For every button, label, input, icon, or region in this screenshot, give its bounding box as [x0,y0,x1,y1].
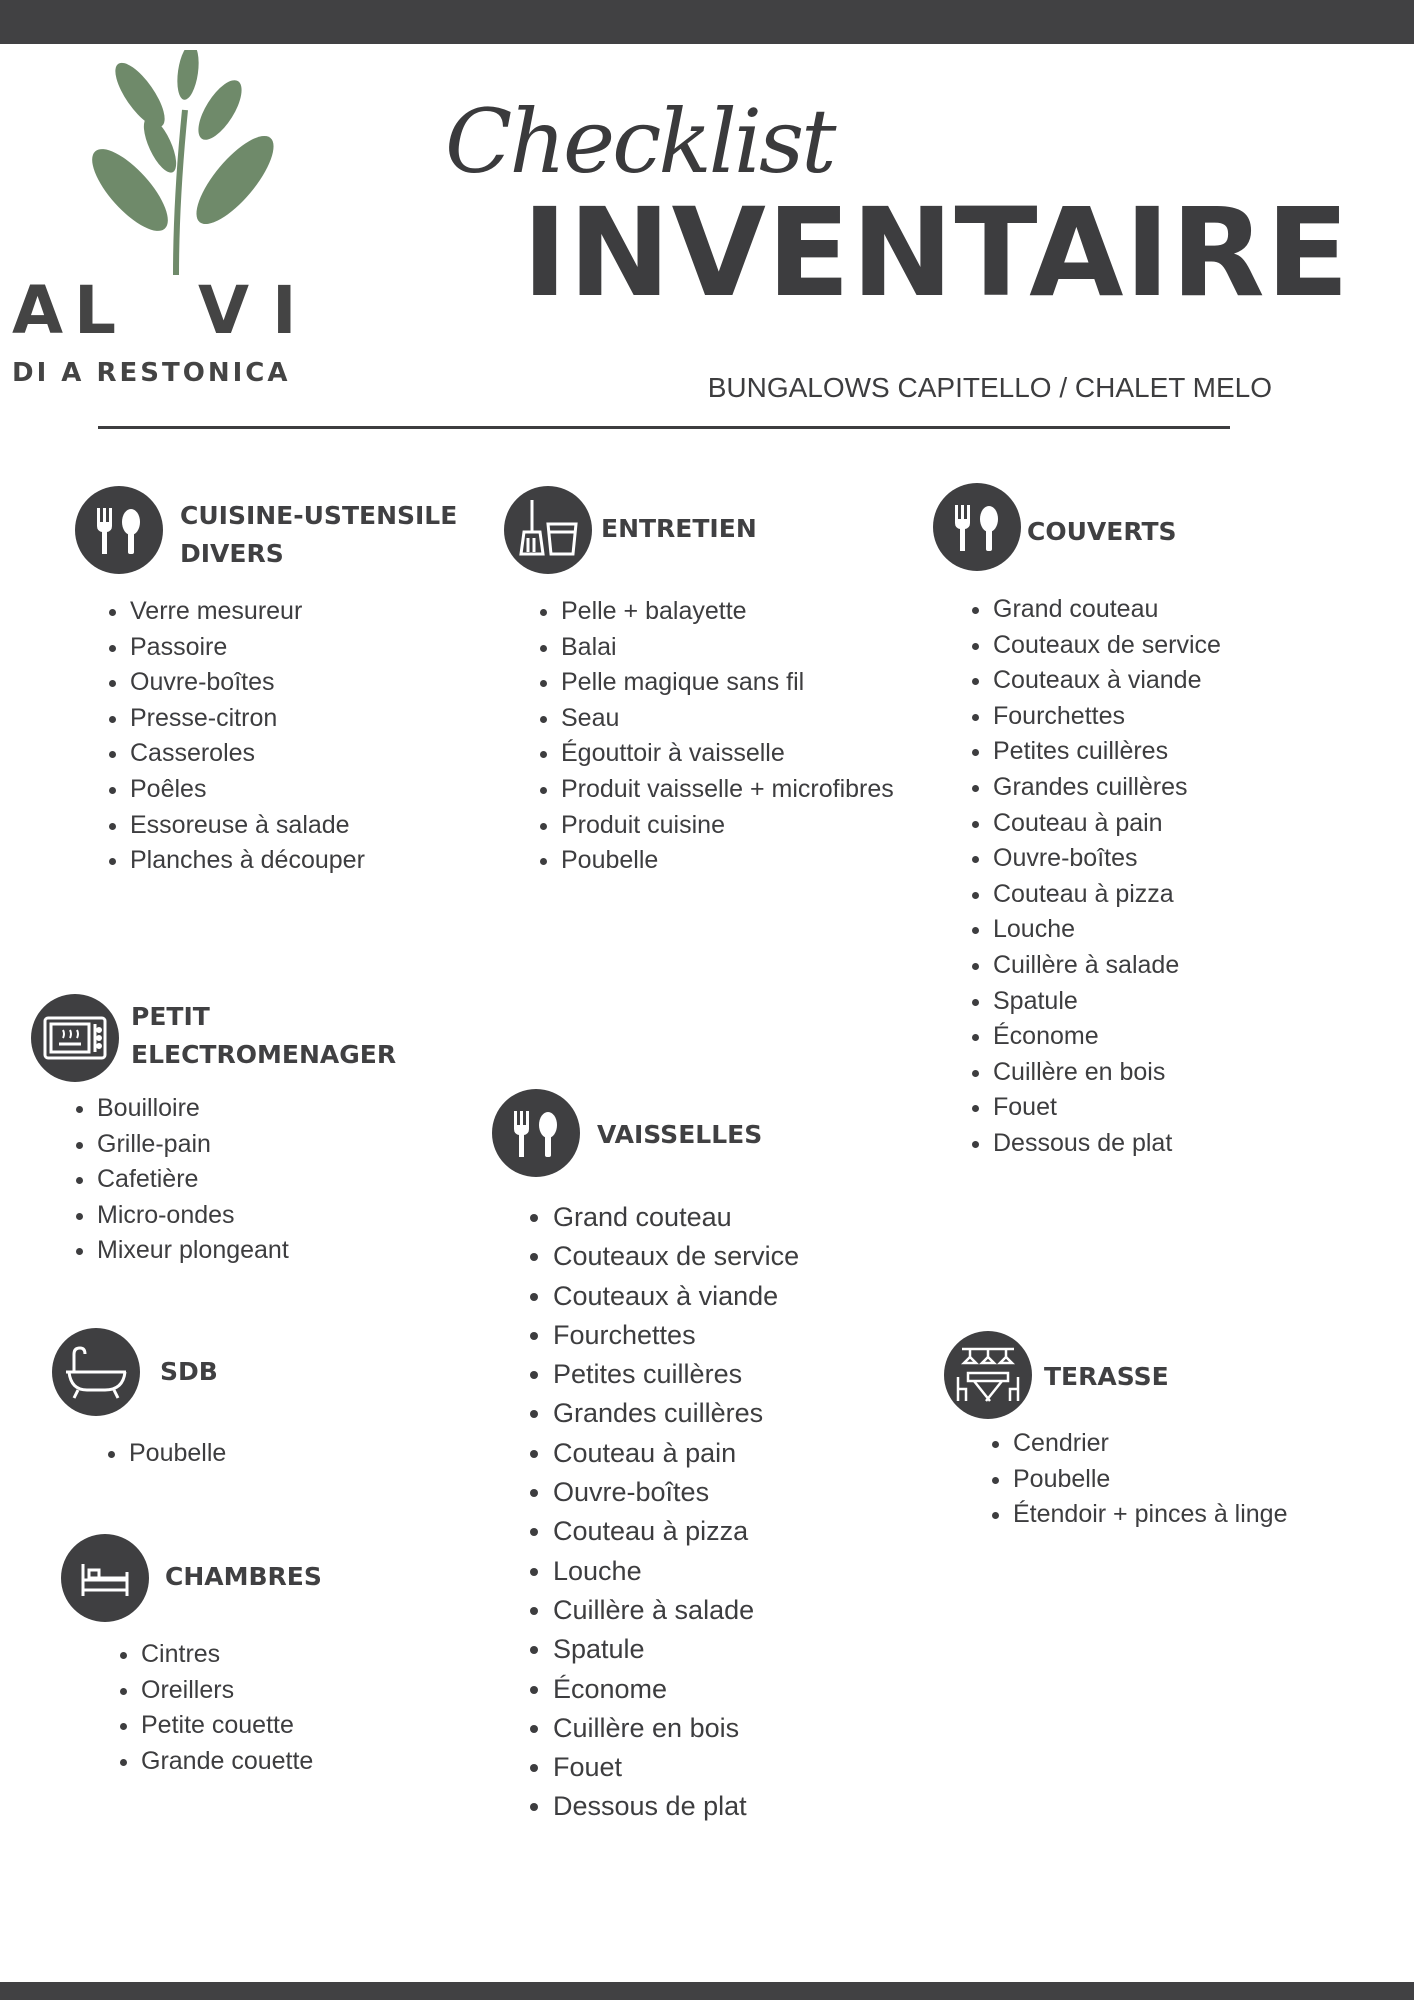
list-item: • Bouilloire [97,1091,289,1127]
logo-letter: A [12,272,64,349]
list-item: • Petite couette [141,1708,313,1744]
list-item: • Presse-citron [130,701,365,737]
fork-spoon-icon [75,486,163,574]
list-item: • Louche [553,1552,799,1591]
section-title: TERASSE [1044,1362,1169,1391]
list-item: • Couteaux de service [993,628,1221,664]
section-title: COUVERTS [1027,517,1177,546]
section-title-line: PETIT [131,1002,210,1031]
list-item: • Couteau à pain [553,1434,799,1473]
list-item: • Cuillère à salade [993,948,1221,984]
item-list [523,1198,799,1827]
brand-wordmark [10,272,320,388]
list-item: • Spatule [553,1630,799,1669]
list-item: • Fourchettes [553,1316,799,1355]
list-item: • Couteaux à viande [553,1277,799,1316]
list-item: • Ouvre-boîtes [993,841,1221,877]
list-item: • Couteau à pizza [553,1512,799,1551]
list-item: • Poubelle [1013,1462,1288,1498]
item-list [111,1637,313,1779]
list-item: • Dessous de plat [993,1126,1221,1162]
list-item: • Cuillère à salade [553,1591,799,1630]
list-item: • Couteaux de service [553,1237,799,1276]
list-item: • Économe [993,1019,1221,1055]
list-item: • Louche [993,912,1221,948]
item-list [531,594,894,879]
list-item: • Passoire [130,630,365,666]
item-list [67,1091,289,1269]
section-title [131,998,396,1074]
list-item: • Grille-pain [97,1127,289,1163]
fork-spoon-icon [492,1089,580,1177]
item-list [983,1426,1288,1533]
list-item: • Petites cuillères [993,734,1221,770]
list-item: • Produit cuisine [561,808,894,844]
list-item: • Ouvre-boîtes [553,1473,799,1512]
list-item: • Égouttoir à vaisselle [561,736,894,772]
section-title-line: CUISINE-USTENSILE [180,501,458,530]
brand-tagline: DI A RESTONICA [12,358,291,388]
section-title-line: DIVERS [180,539,284,568]
list-item: • Grandes cuillères [993,770,1221,806]
list-item: • Pelle + balayette [561,594,894,630]
list-item: • Spatule [993,984,1221,1020]
divider [98,426,1230,429]
list-item: • Fouet [993,1090,1221,1126]
list-item: • Produit vaisselle + microfibres [561,772,894,808]
list-item: • Verre mesureur [130,594,365,630]
list-item: • Cafetière [97,1162,289,1198]
section-title-line: ELECTROMENAGER [131,1040,397,1069]
list-item: • Fouet [553,1748,799,1787]
list-item: • Cendrier [1013,1426,1288,1462]
bed-icon [61,1534,149,1622]
list-item: • Cuillère en bois [993,1055,1221,1091]
list-item: • Économe [553,1670,799,1709]
list-item: • Petites cuillères [553,1355,799,1394]
alivi-logo [10,50,320,388]
logo-letter: L [74,272,117,349]
list-item: • Poêles [130,772,365,808]
list-item: • Mixeur plongeant [97,1233,289,1269]
item-list [99,1436,226,1472]
section-title: SDB [160,1357,218,1386]
list-item: • Grande couette [141,1744,313,1780]
list-item: • Poubelle [129,1436,226,1472]
logo-letter: I [272,272,297,349]
list-item: • Cintres [141,1637,313,1673]
bathtub-icon [52,1328,140,1416]
section-title: CHAMBRES [165,1562,322,1591]
list-item: • Grandes cuillères [553,1394,799,1433]
section-title: VAISSELLES [597,1120,763,1149]
list-item: • Grand couteau [993,592,1221,628]
list-item: • Balai [561,630,894,666]
section-title [180,497,457,573]
broom-bucket-icon [504,486,592,574]
list-item: • Couteaux à viande [993,663,1221,699]
section-title: ENTRETIEN [601,514,757,543]
fork-spoon-icon [933,483,1021,571]
list-item: • Seau [561,701,894,737]
script-title: Checklist [445,90,834,193]
list-item: • Poubelle [561,843,894,879]
list-item: • Oreillers [141,1673,313,1709]
list-item: • Ouvre-boîtes [130,665,365,701]
olive-branch-icon [10,50,320,290]
bottom-bar [0,1982,1414,2000]
list-item: • Couteau à pizza [993,877,1221,913]
item-list [963,592,1221,1162]
list-item: • Dessous de plat [553,1787,799,1826]
logo-letter: V [198,272,250,349]
list-item: • Couteau à pain [993,806,1221,842]
list-item: • Cuillère en bois [553,1709,799,1748]
list-item: • Casseroles [130,736,365,772]
top-bar [0,0,1414,44]
list-item: • Étendoir + pinces à linge [1013,1497,1288,1533]
page-subtitle: BUNGALOWS CAPITELLO / CHALET MELO [707,372,1272,403]
page-title: INVENTAIRE [522,182,1351,324]
list-item: • Micro-ondes [97,1198,289,1234]
list-item: • Planches à découper [130,843,365,879]
list-item: • Pelle magique sans fil [561,665,894,701]
patio-table-icon [944,1331,1032,1419]
list-item: • Fourchettes [993,699,1221,735]
item-list [100,594,365,879]
list-item: • Essoreuse à salade [130,808,365,844]
microwave-icon [31,994,119,1082]
list-item: • Grand couteau [553,1198,799,1237]
